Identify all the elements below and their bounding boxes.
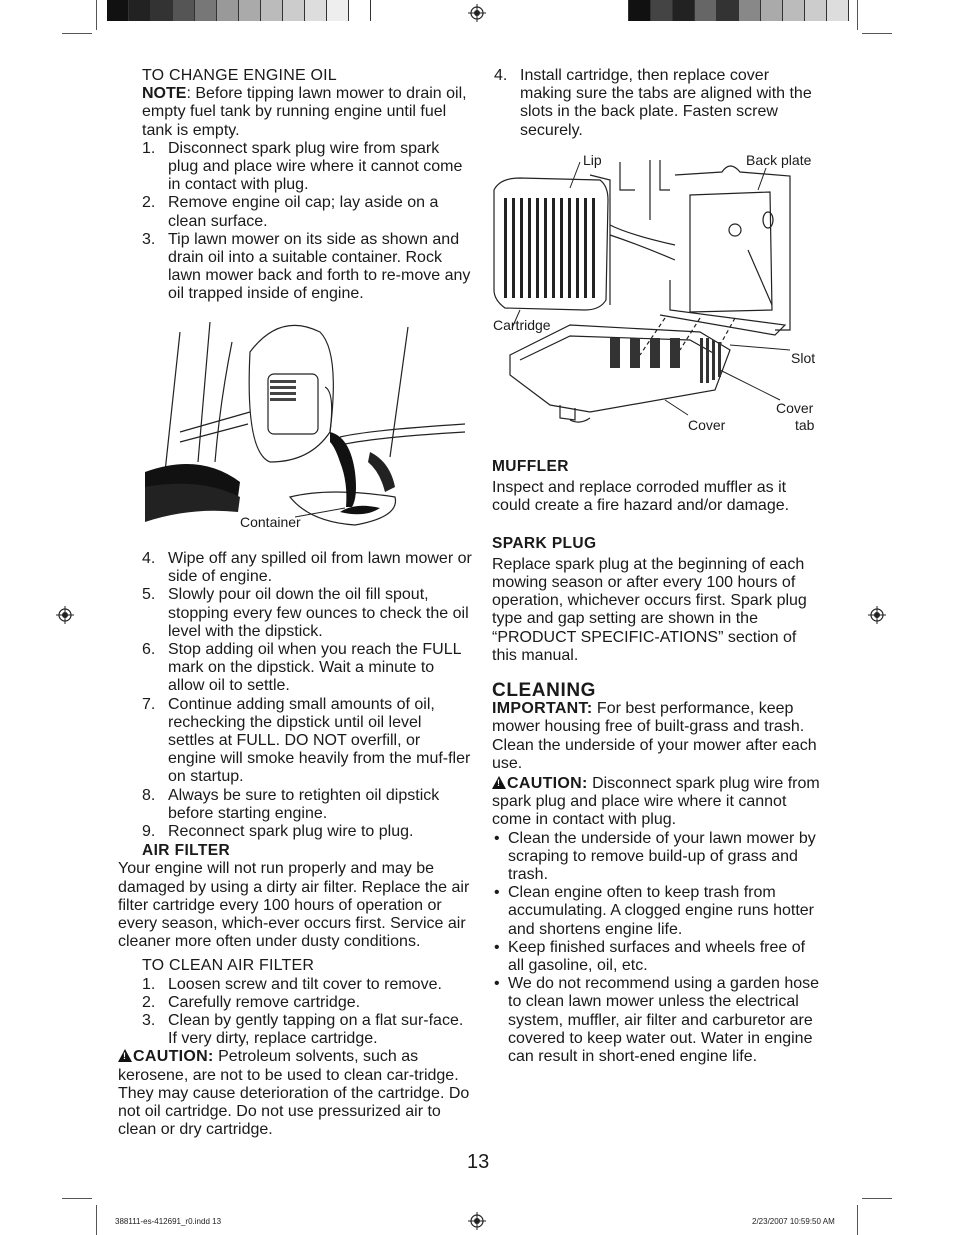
note-label: NOTE bbox=[142, 85, 187, 103]
list-item: 2. Remove engine oil cap; lay aside on a clean surface. bbox=[142, 194, 439, 230]
container-label: Container bbox=[240, 514, 301, 530]
oil-steps-4-9 bbox=[142, 550, 472, 841]
muffler-heading: MUFFLER bbox=[492, 458, 569, 475]
warning-triangle-icon bbox=[492, 776, 506, 789]
slot-label: Slot bbox=[791, 350, 816, 366]
registration-mark-icon bbox=[868, 606, 886, 624]
color-bar-left bbox=[107, 0, 371, 21]
cover-tab-label-line2: tab bbox=[795, 417, 815, 433]
spark-plug-heading: SPARK PLUG bbox=[492, 534, 597, 552]
list-item: 2. Carefully remove cartridge. bbox=[142, 993, 361, 1011]
left-column-bottom bbox=[118, 550, 472, 1140]
crop-mark bbox=[96, 0, 97, 30]
cleaning-bullets bbox=[492, 830, 822, 1067]
registration-mark-icon bbox=[468, 4, 486, 22]
registration-mark-icon bbox=[56, 606, 74, 624]
install-step bbox=[494, 67, 819, 140]
crop-mark bbox=[62, 33, 92, 34]
air-filter-heading: AIR FILTER bbox=[142, 842, 231, 860]
right-column-bottom bbox=[492, 458, 822, 1066]
color-bar-right bbox=[607, 0, 849, 21]
crop-mark bbox=[857, 0, 858, 30]
crop-mark bbox=[862, 33, 892, 34]
important-paragraph: IMPORTANT: For best performance, keep mower housing free of built-grass and trash. Clean the underside of your mower after each use. bbox=[492, 700, 817, 772]
page-number: 13 bbox=[467, 1151, 490, 1173]
list-item: 1. Disconnect spark plug wire from spark plug and place wire where it cannot come in contact with plug. bbox=[142, 139, 463, 194]
muffler-paragraph: Inspect and replace corroded muffler as it could create a fire hazard and/or damage. bbox=[492, 479, 790, 515]
spark-plug-paragraph: Replace spark plug at the beginning of each mowing season or after every 100 hours of operation, whichever occurs first. Spark plug type and gap setting are shown in the “PRODUCT SPECIFIC-ATIONS” section of this manual. bbox=[492, 555, 807, 664]
list-item: 5. Slowly pour oil down the oil fill spout, stopping every few ounces to check the oil level with the dipstick. bbox=[142, 586, 469, 640]
list-item: 4. Wipe off any spilled oil from lawn mower or side of engine. bbox=[142, 550, 472, 586]
list-item: • Clean the underside of your lawn mower by scraping to remove build-up of grass and trash. bbox=[492, 830, 822, 885]
list-item: • Keep finished surfaces and wheels free of all gasoline, oil, etc. bbox=[492, 939, 822, 975]
caution-paragraph-right: !CAUTION: Disconnect spark plug wire from spark plug and place wire where it cannot come in contact with plug. bbox=[492, 775, 822, 830]
lip-label: Lip bbox=[583, 152, 602, 168]
warning-triangle-icon bbox=[118, 1049, 132, 1062]
crop-mark bbox=[96, 1205, 97, 1235]
cartridge-label: Cartridge bbox=[493, 317, 551, 333]
clean-filter-steps bbox=[142, 976, 472, 1049]
list-item: 6. Stop adding oil when you reach the FULL mark on the dipstick. Wait a minute to allow oil to settle. bbox=[142, 641, 461, 695]
note-text: : Before tipping lawn mower to drain oil, empty fuel tank by running engine until fuel tank is empty. bbox=[142, 85, 467, 139]
cleaning-heading: CLEANING bbox=[492, 680, 597, 702]
list-item: 3. Tip lawn mower on its side as shown and drain oil into a suitable container. Rock lawn mower back and forth to re-move any oil trapped inside of engine. bbox=[142, 230, 471, 303]
crop-mark bbox=[857, 1205, 858, 1235]
left-column-top bbox=[142, 67, 472, 304]
registration-mark-icon bbox=[468, 1212, 486, 1230]
cover-label: Cover bbox=[688, 417, 726, 433]
list-item: • Clean engine often to keep trash from accumulating. A clogged engine runs hotter and shortens engine life. bbox=[492, 884, 822, 939]
back-plate-label: Back plate bbox=[746, 152, 812, 168]
important-label: IMPORTANT: bbox=[492, 700, 593, 718]
oil-drain-figure bbox=[140, 312, 470, 534]
right-column-top bbox=[494, 67, 819, 140]
note-paragraph bbox=[142, 85, 472, 140]
caution-paragraph-left: !CAUTION: Petroleum solvents, such as kerosene, are not to be used to clean car-tridge. They may cause deterioration of the cartridge. Do not oil cartridge. Do not use pressurized air to clean or dry cartridge. bbox=[118, 1048, 472, 1139]
list-item: 3. Clean by gently tapping on a flat sur-face. If very dirty, replace cartridge. bbox=[142, 1012, 464, 1048]
footer-file-name: 388111-es-412691_r0.indd 13 bbox=[115, 1217, 222, 1226]
oil-steps-1-3 bbox=[142, 140, 472, 304]
crop-mark bbox=[62, 1198, 92, 1199]
list-item: 4. Install cartridge, then replace cover making sure the tabs are aligned with the slots in the back plate. Fasten screw securely. bbox=[494, 67, 812, 139]
footer-timestamp: 2/23/2007 10:59:50 AM bbox=[752, 1217, 835, 1226]
list-item: 9. Reconnect spark plug wire to plug. bbox=[142, 823, 414, 841]
list-item: 7. Continue adding small amounts of oil, rechecking the dipstick until oil level settles at FULL. DO NOT overfill, or engine will smoke heavily from the muf-fler on startup. bbox=[142, 695, 471, 786]
air-filter-figure bbox=[490, 150, 825, 440]
list-item: • We do not recommend using a garden hose to clean lawn mower unless the electrical system, muffler, air filter and carburetor are covered to keep water out. Water in engine can result in short-ened engine life. bbox=[492, 975, 822, 1066]
crop-mark bbox=[862, 1198, 892, 1199]
clean-filter-title: TO CLEAN AIR FILTER bbox=[142, 957, 315, 975]
air-filter-paragraph: Your engine will not run properly and may be damaged by using a dirty air filter. Replace the air filter cartridge every 100 hours of operation or every season, which-ever occurs first. Service air cleaner more often under dusty conditions. bbox=[118, 860, 470, 951]
engine-oil-title: TO CHANGE ENGINE OIL bbox=[142, 67, 337, 84]
list-item: 1. Loosen screw and tilt cover to remove. bbox=[142, 975, 442, 993]
list-item: 8. Always be sure to retighten oil dipstick before starting engine. bbox=[142, 786, 440, 822]
cover-tab-label-line1: Cover bbox=[776, 400, 814, 416]
